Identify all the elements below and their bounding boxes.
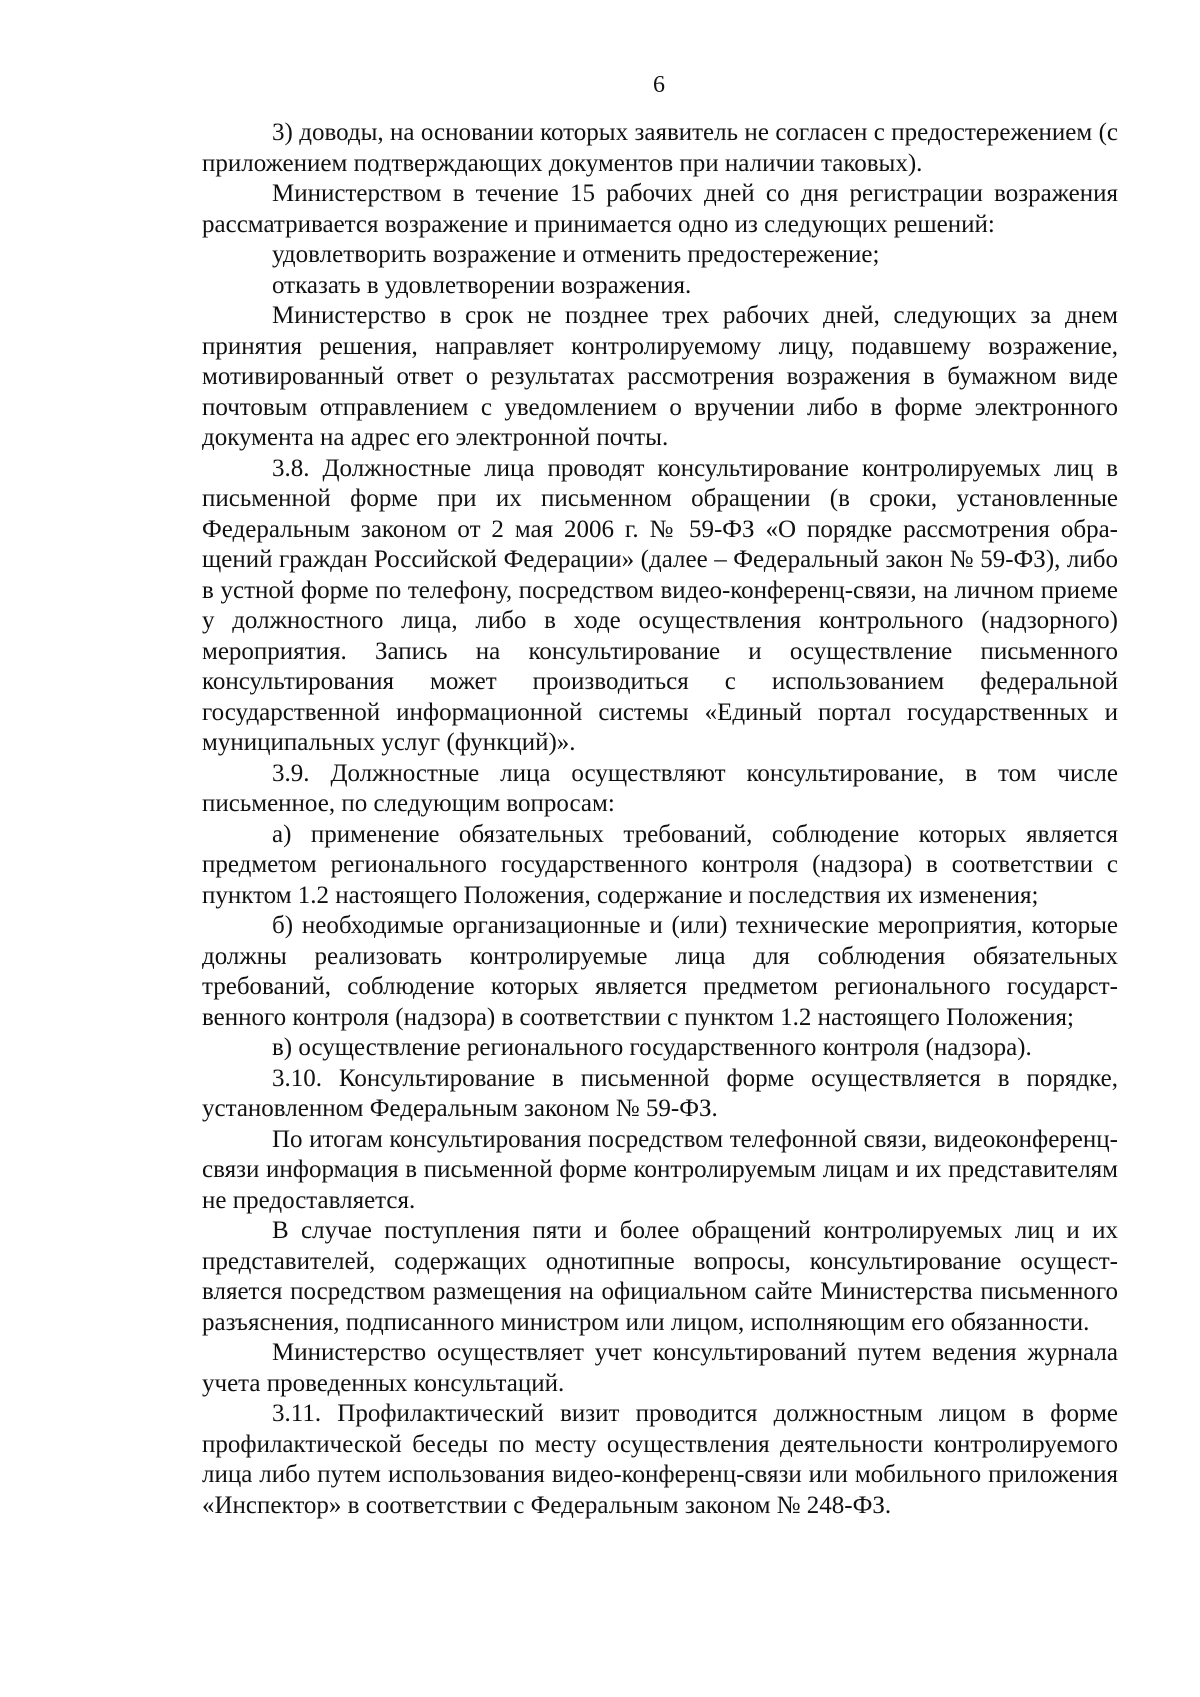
paragraph-phone-consulting: По итогам консультирования посредством телефонной связи, видеоконференц-связи информация в письменной форме контролируемым лицам и их представителям не предоставляется.	[202, 1125, 1118, 1214]
page-number: 6	[653, 72, 665, 98]
paragraph-decision-accept: удовлетворить возражение и отменить предостережение;	[272, 241, 880, 268]
paragraph-3-9-b: б) необходимые организационные и (или) технические мероприятия, которые должны реализовать контролируемые лица для соблюдения обязательных требований, соблюдение которых является предметом регионального государственного контроля (надзора) в соответствии с пунктом 1.2 настоящего Положения;	[202, 912, 1118, 1031]
paragraph-3-11: 3.11. Профилактический визит проводится должностным лицом в форме профилактической беседы по месту осуществления деятельности контролируемого лица либо путем использования видео-конференц-связи или мобильного приложения «Инспектор» в соответствии с Федеральным законом № 248-ФЗ.	[202, 1400, 1118, 1519]
paragraph-decision-reject: отказать в удовлетворении возражения.	[272, 271, 692, 299]
paragraph-3-9-v: в) осуществление регионального государственного контроля (надзора).	[272, 1034, 1032, 1061]
paragraph-3-8: 3.8. Должностные лица проводят консультирование контролируемых лиц в письменной форме при их письменном обращении (в сроки, установленные Федеральным законом от 2 мая 2006 г. № 59-ФЗ «О порядке рассмотрения обращений граждан Российской Федерации» (далее – Федеральный закон № 59-ФЗ), либо в устной форме по телефону, посредством видео-конференц-связи, на личном приеме у должностного лица, либо в ходе осуществления контрольного (надзорного) мероприятия. Запись на консультирование и осуществление письменного консультирования может производиться с использованием федеральной государственной информационной системы «Единый портал государственных и муниципальных услуг (функций)».	[202, 454, 1118, 756]
document-body	[202, 118, 1118, 1521]
paragraph-objection-arguments: 3) доводы, на основании которых заявитель не согласен с предостережением (с приложением подтверждающих документов при наличии таковых).	[202, 119, 1118, 177]
paragraph-3-9-a: а) применение обязательных требований, соблюдение которых является предметом регионального государственного контроля (надзора) в соответствии с пунктом 1.2 настоящего Положения, содержание и последствия их изменения;	[202, 820, 1118, 909]
paragraph-consulting-log: Министерство осуществляет учет консультирований путем ведения журнала учета проведенных консультаций.	[202, 1339, 1118, 1397]
paragraph-ministry-review: Министерством в течение 15 рабочих дней со дня регистрации возражения рассматривается возражение и принимается одно из следующих решений:	[202, 180, 1118, 238]
paragraph-multiple-requests: В случае поступления пяти и более обращений контролируемых лиц и их представителей, содержащих однотипные вопросы, консультирование осуществляется посредством размещения на официальном сайте Министерства письменного разъяснения, подписанного министром или лицом, исполняющим его обязанности.	[202, 1217, 1118, 1336]
paragraph-response-delivery: Министерство в срок не позднее трех рабочих дней, следующих за днем принятия решения, направляет контролируемому лицу, подавшему возражение, мотивированный ответ о результатах рассмотрения возражения в бумажном виде почтовым отправлением с уведомлением о вручении либо в форме электронного документа на адрес его электронной почты.	[202, 302, 1118, 451]
paragraph-3-10: 3.10. Консультирование в письменной форме осуществляется в порядке, установленном Федеральным законом № 59-ФЗ.	[202, 1064, 1118, 1122]
paragraph-3-9: 3.9. Должностные лица осуществляют консультирование, в том числе письменное, по следующим вопросам:	[202, 759, 1118, 817]
